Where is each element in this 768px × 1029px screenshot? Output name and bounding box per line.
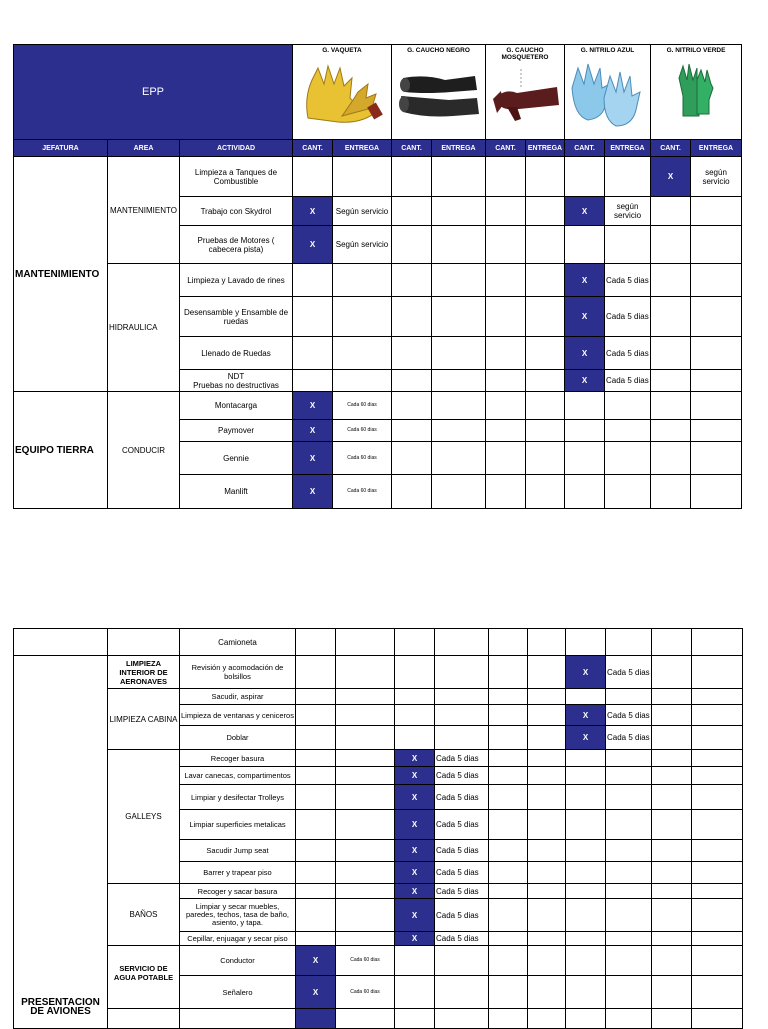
delivery-freq: Cada 5 dias xyxy=(434,810,488,840)
col-jefatura: JEFATURA xyxy=(14,140,108,157)
activity: Recoger y sacar basura xyxy=(180,884,296,899)
activity: Montacarga xyxy=(180,392,293,420)
activity: Sacudir Jump seat xyxy=(180,840,296,862)
delivery-freq: Cada 5 dias xyxy=(434,785,488,810)
glove-nitrilo-verde-name: G. NITRILO VERDE xyxy=(666,47,726,54)
page-break-mask xyxy=(0,514,768,628)
activity: Cepillar, enjuagar y secar piso xyxy=(180,932,296,946)
delivery-freq: Cada 5 dias xyxy=(605,726,651,750)
glove-vaqueta-name: G. VAQUETA xyxy=(322,47,362,54)
table-row xyxy=(14,656,743,689)
musketeer-rubber-glove-icon xyxy=(487,65,563,127)
col-entrega: ENTREGA xyxy=(333,140,392,157)
delivery-freq: Según servicio xyxy=(333,226,392,264)
table-row xyxy=(14,629,743,656)
activity: Limpiar y secar muebles, paredes, techos, tasa de baño, asiento, y tapa. xyxy=(180,899,296,932)
mark-cell: X xyxy=(293,475,333,509)
delivery-freq: Cada 5 dias xyxy=(605,656,651,689)
mark-cell: X xyxy=(394,767,434,785)
activity: Recoger basura xyxy=(180,750,296,767)
activity: Lavar canecas, compartimentos xyxy=(180,767,296,785)
delivery-freq: Cada 5 dias xyxy=(605,337,651,370)
delivery-freq: Cada 60 dias xyxy=(333,420,392,442)
table-row xyxy=(14,689,743,705)
activity: Señalero xyxy=(180,976,296,1009)
table-row xyxy=(14,157,742,197)
delivery-freq: Cada 5 dias xyxy=(605,297,651,337)
delivery-freq: Cada 5 dias xyxy=(434,884,488,899)
glove-mosquetero-name: G. CAUCHO MOSQUETERO xyxy=(501,47,549,61)
mark-cell: X xyxy=(394,884,434,899)
area-banos: BAÑOS xyxy=(108,884,180,946)
col-cant: CANT. xyxy=(651,140,691,157)
activity: Trabajo con Skydrol xyxy=(180,197,293,226)
mark-cell: X xyxy=(565,197,605,226)
delivery-freq: Cada 60 dias xyxy=(335,946,394,976)
delivery-freq: Cada 5 dias xyxy=(434,862,488,884)
delivery-freq: Cada 5 dias xyxy=(605,705,651,726)
leather-glove-icon xyxy=(298,58,386,130)
delivery-freq: Cada 60 dias xyxy=(333,392,392,420)
mark-cell: X xyxy=(394,810,434,840)
mark-cell: X xyxy=(293,226,333,264)
table-row xyxy=(14,392,742,420)
activity: Doblar xyxy=(180,726,296,750)
area-limpieza-cabina: LIMPIEZA CABINA xyxy=(108,689,180,750)
col-actividad: ACTIVIDAD xyxy=(180,140,293,157)
col-cant: CANT. xyxy=(486,140,526,157)
mark-cell: X xyxy=(565,337,605,370)
epp-title: EPP xyxy=(14,45,293,140)
black-rubber-glove-icon xyxy=(395,58,483,130)
activity-line: Pruebas no destructivas xyxy=(193,380,279,390)
glove-caucho-negro-header xyxy=(392,45,486,140)
activity: Paymover xyxy=(180,420,293,442)
activity: Limpieza a Tanques de Combustible xyxy=(180,157,293,197)
activity: Desensamble y Ensamble de ruedas xyxy=(180,297,293,337)
col-entrega: ENTREGA xyxy=(605,140,651,157)
area-conducir: CONDUCIR xyxy=(108,392,180,509)
delivery-freq: Cada 5 dias xyxy=(605,264,651,297)
mark-cell: X xyxy=(394,785,434,810)
column-header-row xyxy=(14,140,742,157)
blue-nitrile-glove-icon xyxy=(568,58,648,130)
delivery-freq: según servicio xyxy=(691,157,742,197)
col-area: AREA xyxy=(108,140,180,157)
glove-caucho-negro-name: G. CAUCHO NEGRO xyxy=(407,47,470,54)
table-row xyxy=(14,750,743,767)
glove-mosquetero-header xyxy=(486,45,565,140)
mark-cell: X xyxy=(394,840,434,862)
mark-cell: X xyxy=(295,946,335,976)
mark-cell: X xyxy=(565,726,605,750)
epp-table-bottom xyxy=(13,628,743,1029)
activity: Limpiar y desifectar Trolleys xyxy=(180,785,296,810)
mark-cell: X xyxy=(565,656,605,689)
mark-cell: X xyxy=(565,705,605,726)
glove-vaqueta-header xyxy=(293,45,392,140)
delivery-freq: según servicio xyxy=(605,197,651,226)
mark-cell: X xyxy=(293,392,333,420)
activity: Conductor xyxy=(180,946,296,976)
mark-cell: X xyxy=(565,297,605,337)
col-entrega: ENTREGA xyxy=(691,140,742,157)
mark-cell: X xyxy=(293,197,333,226)
delivery-freq: Cada 60 dias xyxy=(333,475,392,509)
activity: Pruebas de Motores ( cabecera pista) xyxy=(180,226,293,264)
col-entrega: ENTREGA xyxy=(432,140,486,157)
mark-cell: X xyxy=(295,976,335,1009)
area-mantenimiento: MANTENIMIENTO xyxy=(108,157,180,264)
activity: Camioneta xyxy=(180,629,296,656)
green-nitrile-glove-icon xyxy=(671,58,721,120)
mark-cell: X xyxy=(394,862,434,884)
activity: Manlift xyxy=(180,475,293,509)
jefatura-presentacion: PRESENTACION DE AVIONES xyxy=(14,656,108,1029)
col-cant: CANT. xyxy=(293,140,333,157)
mark-cell: X xyxy=(293,442,333,475)
table-row xyxy=(14,884,743,899)
area-galleys: GALLEYS xyxy=(108,750,180,884)
activity: Llenado de Ruedas xyxy=(180,337,293,370)
jefatura-equipo-tierra: EQUIPO TIERRA xyxy=(14,392,108,509)
delivery-freq: Cada 60 dias xyxy=(335,976,394,1009)
area-limpieza-interior: LIMPIEZA INTERIOR DE AERONAVES xyxy=(108,656,180,689)
activity: Barrer y trapear piso xyxy=(180,862,296,884)
mark-cell: X xyxy=(565,264,605,297)
table-row xyxy=(14,1009,743,1029)
mark-cell: X xyxy=(394,899,434,932)
col-cant: CANT. xyxy=(392,140,432,157)
activity: Revisión y acomodación de bolsillos xyxy=(180,656,296,689)
mark-cell: X xyxy=(293,420,333,442)
area-hidraulica: HIDRAULICA xyxy=(108,264,180,392)
glove-nitrilo-azul-name: G. NITRILO AZUL xyxy=(580,47,635,54)
activity: Sacudir, aspirar xyxy=(180,689,296,705)
table-row xyxy=(14,264,742,297)
activity: Limpieza y Lavado de rines xyxy=(180,264,293,297)
mark-cell: X xyxy=(565,370,605,392)
epp-table-top xyxy=(13,44,742,509)
delivery-freq: Cada 5 dias xyxy=(605,370,651,392)
mark-cell: X xyxy=(394,750,434,767)
delivery-freq: Cada 5 dias xyxy=(434,932,488,946)
activity-line: NDT xyxy=(227,371,245,381)
glove-nitrilo-verde-header xyxy=(651,45,742,140)
table-row xyxy=(14,946,743,976)
delivery-freq: Cada 5 dias xyxy=(434,750,488,767)
mark-cell: X xyxy=(651,157,691,197)
activity: Gennie xyxy=(180,442,293,475)
delivery-freq: Cada 5 dias xyxy=(434,767,488,785)
delivery-freq: Cada 60 dias xyxy=(333,442,392,475)
mark-cell: X xyxy=(394,932,434,946)
jefatura-mantenimiento: MANTENIMIENTO xyxy=(14,157,108,392)
glove-nitrilo-azul-header xyxy=(565,45,651,140)
activity: Limpieza de ventanas y ceniceros xyxy=(180,705,296,726)
col-entrega: ENTREGA xyxy=(526,140,565,157)
delivery-freq: Según servicio xyxy=(333,197,392,226)
delivery-freq: Cada 5 dias xyxy=(434,840,488,862)
activity: Limpiar superficies metalicas xyxy=(180,810,296,840)
area-agua-potable: SERVICIO DE AGUA POTABLE xyxy=(108,946,180,1009)
delivery-freq: Cada 5 dias xyxy=(434,899,488,932)
activity xyxy=(180,370,293,392)
col-cant: CANT. xyxy=(565,140,605,157)
